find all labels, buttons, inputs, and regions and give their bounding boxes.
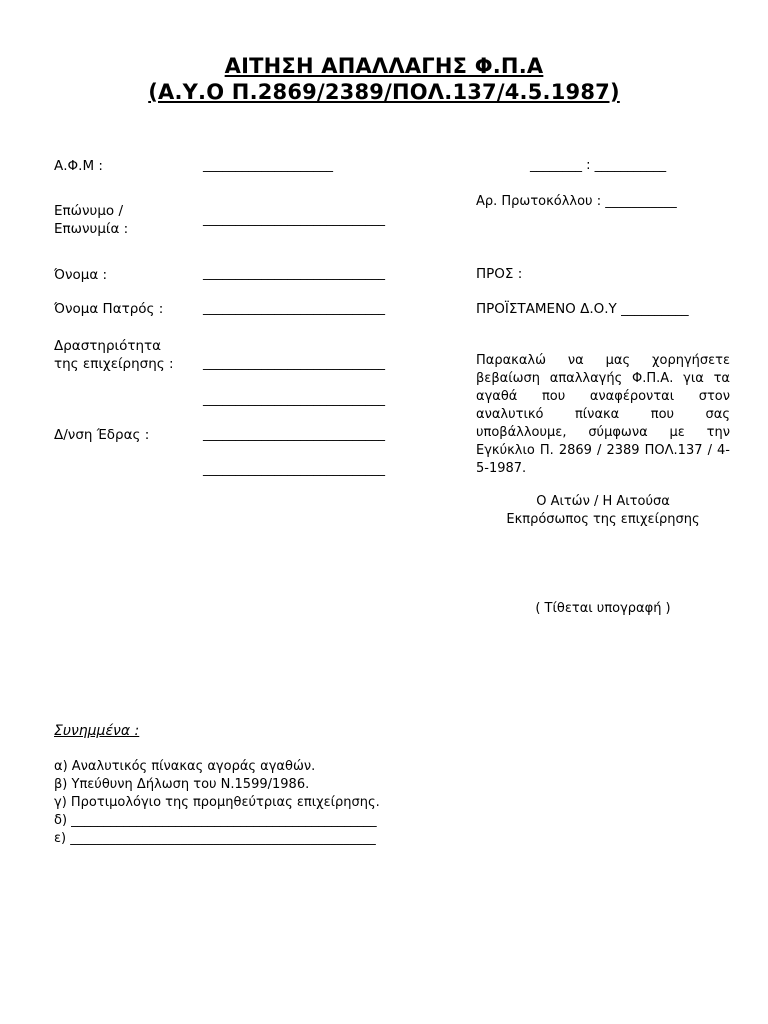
activity-label-2: της επιχείρησης : <box>54 356 174 372</box>
activity-label-1: Δραστηριότητα <box>54 338 162 354</box>
applicant-subtitle: Εκπρόσωπος της επιχείρησης <box>506 512 700 527</box>
attachment-item-blank[interactable]: δ) _______________________________________________ <box>54 813 377 828</box>
attachment-item: β) Υπεύθυνη Δήλωση του Ν.1599/1986. <box>54 777 310 792</box>
attachment-item: γ) Προτιμολόγιο της προμηθεύτριας επιχείρησης. <box>54 795 380 810</box>
father-name-field[interactable]: ____________________________ <box>203 301 385 316</box>
address-field-1[interactable]: ____________________________ <box>203 427 385 442</box>
document-title: ΑΙΤΗΣΗ ΑΠΑΛΛΑΓΗΣ Φ.Π.Α <box>224 54 544 78</box>
afm-label: Α.Φ.Μ : <box>54 158 103 174</box>
address-field-2[interactable]: ____________________________ <box>203 462 385 477</box>
address-label: Δ/νση Έδρας : <box>54 427 150 443</box>
surname-label-1: Επώνυμο / <box>54 203 124 219</box>
attachments-heading: Συνημμένα : <box>54 723 140 739</box>
attachment-item-blank[interactable]: ε) _______________________________________________ <box>54 831 376 846</box>
applicant-title: Ο Αιτών / Η Αιτούσα <box>536 494 670 509</box>
name-field[interactable]: ____________________________ <box>203 266 385 281</box>
to-label: ΠΡΟΣ : <box>476 266 523 282</box>
father-name-label: Όνομα Πατρός : <box>54 301 164 317</box>
activity-field-2[interactable]: ____________________________ <box>203 392 385 407</box>
afm-field[interactable]: ____________________ <box>203 158 333 173</box>
attachment-item: α) Αναλυτικός πίνακας αγοράς αγαθών. <box>54 759 316 774</box>
date-field[interactable]: ________ : ___________ <box>530 158 667 173</box>
protocol-number-field[interactable]: Αρ. Πρωτοκόλλου : ___________ <box>476 194 677 209</box>
request-text: Παρακαλώ να μας χορηγήσετε βεβαίωση απαλλαγής Φ.Π.Α. για τα αγαθά που αναφέρονται στον αναλυτικό πίνακα που σας υποβάλλουμε, σύμφωνα με την Εγκύκλιο Π. 2869 / 2389 ΠΟΛ.137 / 4-5-1987. <box>476 353 730 476</box>
document-subtitle: (Α.Υ.Ο Π.2869/2389/ΠΟΛ.137/4.5.1987) <box>148 80 620 104</box>
director-field[interactable]: ΠΡΟΪΣΤΑΜΕΝΟ Δ.Ο.Υ __________ <box>476 301 689 317</box>
surname-field[interactable]: ____________________________ <box>203 212 385 227</box>
surname-label-2: Επωνυμία : <box>54 221 129 237</box>
name-label: Όνομα : <box>54 267 108 283</box>
activity-field-1[interactable]: ____________________________ <box>203 356 385 371</box>
signature-placeholder: ( Τίθεται υπογραφή ) <box>535 601 671 616</box>
